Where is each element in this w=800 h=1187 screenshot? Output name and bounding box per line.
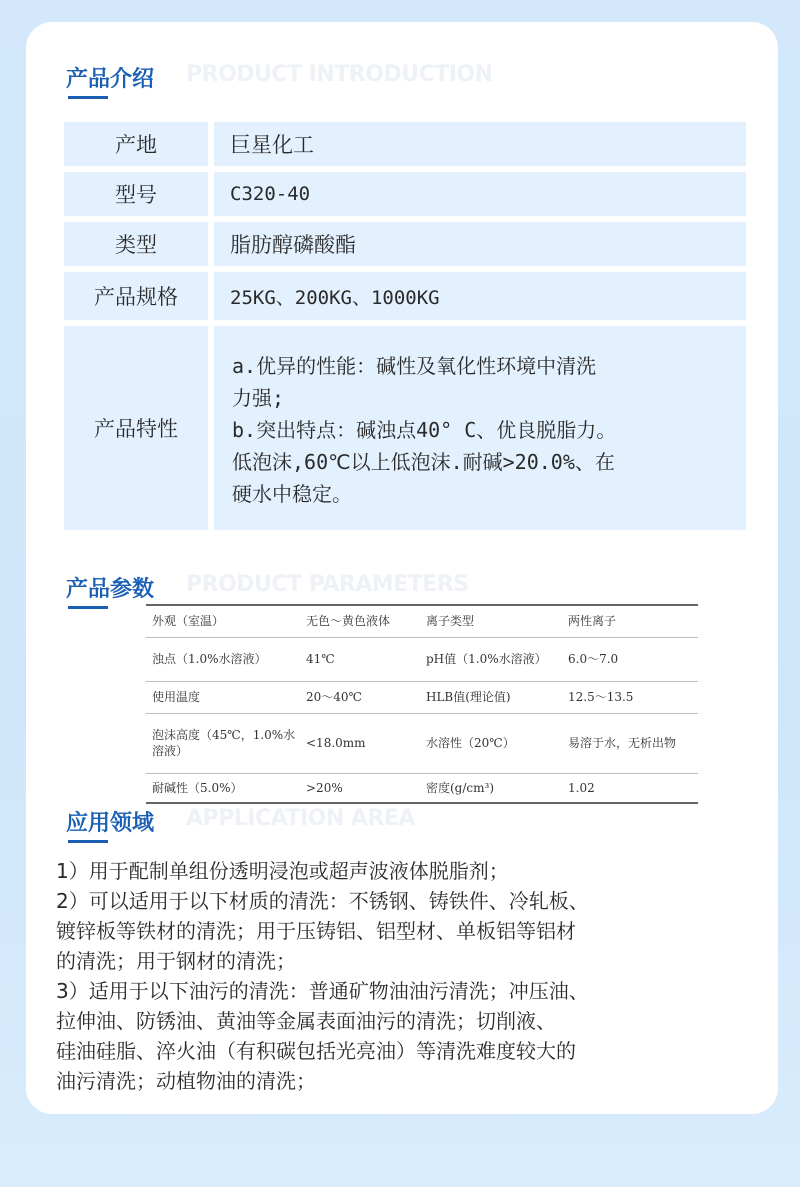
params-title-en: PRODUCT PARAMETERS	[186, 572, 469, 597]
application-line: 镀锌板等铁材的清洗；用于压铸铝、铝型材、单板铝等铝材	[56, 919, 576, 943]
spec-label: 产品规格	[64, 272, 208, 320]
param-value: 两性离子	[562, 605, 698, 637]
param-name: 泡沫高度（45℃，1.0%水溶液）	[146, 713, 300, 773]
feature-line: b.突出特点：碱浊点40° C、优良脱脂力。	[232, 418, 617, 442]
title-underline	[68, 606, 108, 609]
title-underline	[68, 96, 108, 99]
spec-value: 巨星化工	[214, 122, 746, 166]
application-title-cn: 应用领域	[66, 811, 155, 836]
application-line: 拉伸油、防锈油、黄油等金属表面油污的清洗；切削液、	[56, 1009, 556, 1033]
param-name: 密度(g/cm³)	[420, 773, 562, 803]
spec-value: 25KG、200KG、1000KG	[214, 272, 746, 320]
param-value: 6.0～7.0	[562, 637, 698, 681]
param-value: 无色～黄色液体	[300, 605, 420, 637]
param-value: 易溶于水，无析出物	[562, 713, 698, 773]
param-name: 离子类型	[420, 605, 562, 637]
params-title-cn: 产品参数	[66, 577, 155, 602]
application-line: 1）用于配制单组份透明浸泡或超声波液体脱脂剂；	[56, 859, 509, 883]
feature-line: 低泡沫,60℃以上低泡沫.耐碱>20.0%、在	[232, 450, 615, 474]
table-row	[146, 713, 698, 773]
parameters-table	[146, 604, 698, 804]
param-name: 浊点（1.0%水溶液）	[146, 637, 300, 681]
param-value: >20%	[300, 773, 420, 803]
application-line: 2）可以适用于以下材质的清洗：不锈钢、铸铁件、冷轧板、	[56, 889, 589, 913]
application-text	[56, 856, 766, 1096]
spec-row-features	[64, 326, 746, 530]
table-row	[146, 605, 698, 637]
table-row	[146, 681, 698, 713]
spec-row-origin	[64, 122, 746, 166]
param-name: 耐碱性（5.0%）	[146, 773, 300, 803]
spec-label: 型号	[64, 172, 208, 216]
param-value: 41℃	[300, 637, 420, 681]
spec-label: 产地	[64, 122, 208, 166]
feature-line: 硬水中稳定。	[232, 482, 352, 506]
spec-label: 产品特性	[64, 326, 208, 530]
intro-title-en: PRODUCT INTRODUCTION	[186, 62, 493, 87]
param-value: 20～40℃	[300, 681, 420, 713]
features-text	[214, 326, 746, 530]
spec-row-type	[64, 222, 746, 266]
param-name: 外观（室温）	[146, 605, 300, 637]
application-line: 的清洗；用于钢材的清洗；	[56, 949, 296, 973]
spec-label: 类型	[64, 222, 208, 266]
param-value: 1.02	[562, 773, 698, 803]
param-name: pH值（1.0%水溶液）	[420, 637, 562, 681]
application-line: 3）适用于以下油污的清洗：普通矿物油油污清洗；冲压油、	[56, 979, 589, 1003]
application-line: 油污清洗；动植物油的清洗；	[56, 1069, 316, 1093]
intro-title-cn: 产品介绍	[66, 67, 155, 92]
param-value: 12.5～13.5	[562, 681, 698, 713]
param-name: 使用温度	[146, 681, 300, 713]
spec-row-model	[64, 172, 746, 216]
feature-line: 力强;	[232, 386, 285, 410]
param-name: HLB值(理论值)	[420, 681, 562, 713]
spec-value: C320-40	[214, 172, 746, 216]
application-line: 硅油硅脂、淬火油（有积碳包括光亮油）等清洗难度较大的	[56, 1039, 576, 1063]
spec-row-package	[64, 272, 746, 320]
param-value: <18.0mm	[300, 713, 420, 773]
title-underline	[68, 840, 108, 843]
spec-value: 脂肪醇磷酸酯	[214, 222, 746, 266]
param-name: 水溶性（20℃）	[420, 713, 562, 773]
table-row	[146, 637, 698, 681]
table-row	[146, 773, 698, 803]
application-title-en: APPLICATION AREA	[186, 806, 415, 831]
feature-line: a.优异的性能：碱性及氧化性环境中清洗	[232, 354, 597, 378]
